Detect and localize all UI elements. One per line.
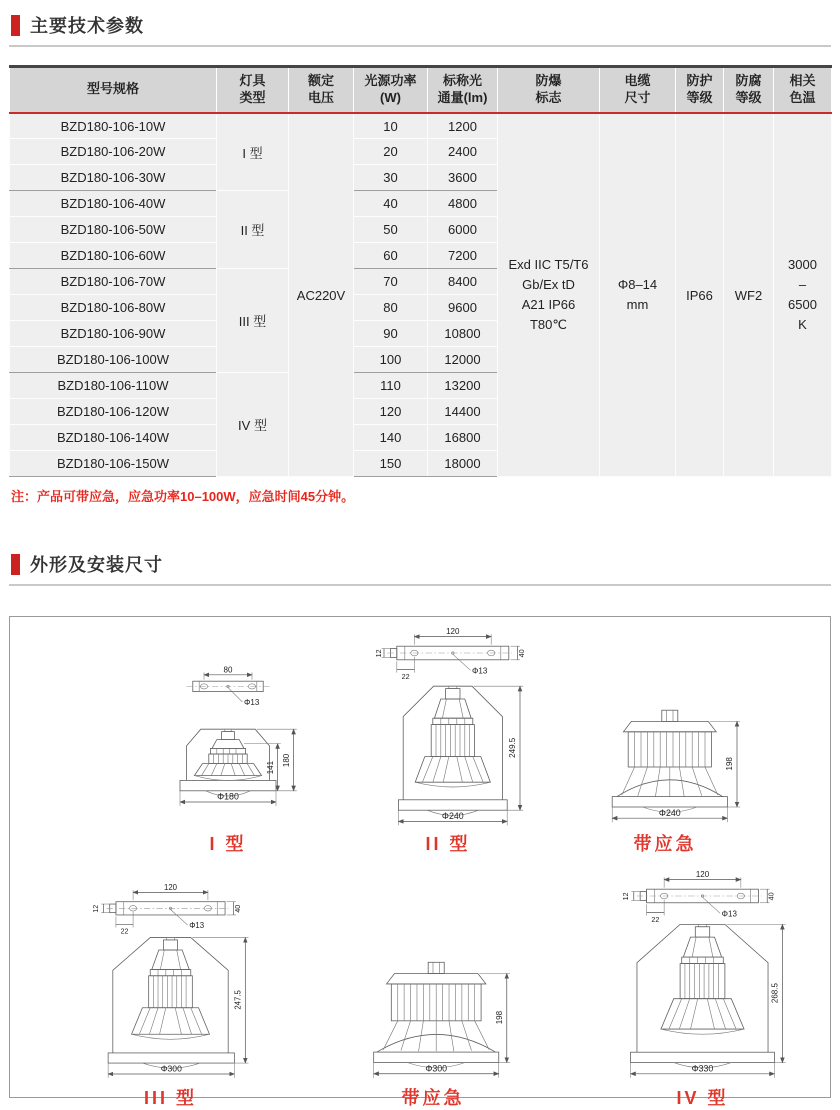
cell-type-group: II 型 (217, 191, 289, 269)
cell-explosion-mark: Exd IIC T5/T6 Gb/Ex tD A21 IP66 T80℃ (498, 113, 600, 477)
section2-title: 外形及安装尺寸 (30, 555, 163, 576)
figure-label: 带应急 (401, 1088, 465, 1109)
cell-power: 140 (354, 425, 428, 451)
section-accent-bar (11, 15, 20, 36)
figure-label: IV 型 (676, 1088, 729, 1109)
cell-model: BZD180-106-120W (10, 399, 217, 425)
dim-bracket-tab: 12 (621, 892, 631, 901)
cell-lumens: 7200 (428, 243, 498, 269)
dim-hole-diameter: Φ13 (244, 698, 260, 708)
cell-corrosion: WF2 (724, 113, 774, 477)
dim-bracket-length: 120 (695, 870, 710, 880)
cell-lumens: 13200 (428, 373, 498, 399)
lamp-body (374, 963, 499, 1068)
dim-bracket-length: 80 (223, 665, 233, 675)
section1-title: 主要技术参数 (30, 16, 144, 36)
cell-model: BZD180-106-70W (10, 269, 217, 295)
lamp-body (108, 938, 234, 1069)
cell-power: 100 (354, 347, 428, 373)
cell-lumens: 8400 (428, 269, 498, 295)
table-note: 注：产品可带应急，应急功率10–100W，应急时间45分钟。 (11, 489, 355, 505)
mounting-bracket (621, 870, 775, 924)
col-header-lumens: 标称光 通量(lm) (428, 67, 498, 113)
dim-height-inner: 141 (265, 761, 275, 775)
drawing-type-3 (80, 883, 261, 1081)
dim-height: 268.5 (770, 983, 780, 1004)
lamp-body (180, 729, 276, 796)
cell-voltage: AC220V (289, 113, 354, 477)
table-row (10, 113, 832, 139)
cell-power: 60 (354, 243, 428, 269)
cell-power: 20 (354, 139, 428, 165)
cell-model: BZD180-106-40W (10, 191, 217, 217)
figure-label: I 型 (209, 834, 247, 855)
drawing-type-2 (363, 627, 533, 827)
dimension-annotations (180, 729, 297, 806)
col-header-color-temp: 相关 色温 (774, 67, 832, 113)
drawing-type-1 (140, 665, 316, 827)
dimension-annotations (374, 974, 510, 1078)
col-header-voltage: 额定 电压 (289, 67, 354, 113)
drawing-emergency-300 (340, 943, 526, 1081)
figure-label: III 型 (143, 1088, 197, 1109)
drawings-row-1 (10, 617, 830, 856)
cell-protection: IP66 (676, 113, 724, 477)
col-header-corrosion: 防腐 等级 (724, 67, 774, 113)
cell-model: BZD180-106-80W (10, 295, 217, 321)
lamp-body (398, 686, 507, 815)
section-accent-bar (11, 554, 20, 575)
dim-diameter: Φ300 (160, 1063, 182, 1074)
dim-bracket-length: 120 (164, 883, 177, 893)
section1-header (9, 12, 831, 47)
mounting-bracket (374, 627, 526, 681)
dim-height: 249.5 (508, 738, 518, 759)
mounting-bracket (186, 666, 269, 708)
cell-power: 70 (354, 269, 428, 295)
cell-model: BZD180-106-150W (10, 451, 217, 477)
dim-diameter: Φ240 (658, 808, 681, 819)
dim-bracket-offset: 22 (401, 672, 410, 682)
cell-type-group: IV 型 (217, 373, 289, 477)
figure-type-4 (605, 870, 800, 1110)
dim-diameter: Φ330 (691, 1063, 714, 1074)
cell-lumens: 6000 (428, 217, 498, 243)
cell-power: 150 (354, 451, 428, 477)
dim-bracket-width: 40 (766, 892, 776, 901)
cell-power: 10 (354, 113, 428, 139)
dim-bracket-length: 120 (446, 627, 460, 637)
cell-power: 50 (354, 217, 428, 243)
cell-lumens: 12000 (428, 347, 498, 373)
cell-model: BZD180-106-20W (10, 139, 217, 165)
dim-hole-diameter: Φ13 (721, 909, 737, 919)
figure-type-1 (140, 665, 316, 856)
cell-lumens: 16800 (428, 425, 498, 451)
cell-lumens: 9600 (428, 295, 498, 321)
cell-lumens: 3600 (428, 165, 498, 191)
cell-lumens: 4800 (428, 191, 498, 217)
section2-header (9, 551, 831, 586)
cell-model: BZD180-106-10W (10, 113, 217, 139)
dim-height: 247.5 (233, 990, 243, 1010)
table-header-row (10, 67, 832, 113)
cell-model: BZD180-106-100W (10, 347, 217, 373)
dim-height-outer: 180 (281, 754, 291, 768)
mounting-bracket (93, 883, 242, 936)
cell-lumens: 10800 (428, 321, 498, 347)
col-header-cable-size: 电缆 尺寸 (600, 67, 676, 113)
dim-bracket-width: 40 (234, 905, 242, 913)
cell-power: 120 (354, 399, 428, 425)
cell-power: 90 (354, 321, 428, 347)
cell-model: BZD180-106-140W (10, 425, 217, 451)
cell-cable-size: Φ8–14 mm (600, 113, 676, 477)
dim-bracket-offset: 22 (651, 915, 660, 925)
figure-type-2 (363, 627, 533, 856)
cell-power: 40 (354, 191, 428, 217)
col-header-protection: 防护 等级 (676, 67, 724, 113)
dim-height: 198 (494, 1011, 504, 1025)
drawing-type-4 (605, 870, 800, 1081)
drawing-emergency-240 (580, 691, 750, 827)
cell-power: 110 (354, 373, 428, 399)
col-header-power: 光源功率 (W) (354, 67, 428, 113)
lamp-body (631, 925, 775, 1068)
dim-bracket-width: 40 (517, 649, 526, 658)
dim-bracket-tab: 12 (373, 649, 383, 658)
cell-power: 80 (354, 295, 428, 321)
figure-emergency-300 (340, 943, 526, 1110)
cell-lumens: 14400 (428, 399, 498, 425)
col-header-explosion-mark: 防爆 标志 (498, 67, 600, 113)
col-header-model: 型号规格 (10, 67, 217, 113)
cell-power: 30 (354, 165, 428, 191)
drawings-row-2 (10, 856, 830, 1110)
cell-lumens: 18000 (428, 451, 498, 477)
col-header-type: 灯具 类型 (217, 67, 289, 113)
figure-label: II 型 (425, 834, 471, 855)
cell-lumens: 2400 (428, 139, 498, 165)
lamp-body (612, 710, 727, 812)
dim-diameter: Φ180 (217, 791, 239, 802)
dim-bracket-tab: 12 (93, 905, 101, 913)
cell-model: BZD180-106-30W (10, 165, 217, 191)
drawings-panel (9, 616, 831, 1109)
figure-type-3 (80, 883, 261, 1110)
dim-height: 198 (725, 757, 735, 771)
cell-lumens: 1200 (428, 113, 498, 139)
cell-type-group: I 型 (217, 113, 289, 191)
figure-label: 带应急 (633, 834, 697, 855)
dim-diameter: Φ300 (425, 1063, 448, 1074)
spec-table (9, 65, 832, 477)
cell-color-temp: 3000 – 6500 K (774, 113, 832, 477)
cell-model: BZD180-106-60W (10, 243, 217, 269)
dim-bracket-offset: 22 (120, 928, 129, 936)
figure-emergency-240 (580, 691, 750, 856)
cell-model: BZD180-106-110W (10, 373, 217, 399)
dim-hole-diameter: Φ13 (189, 921, 205, 931)
cell-type-group: III 型 (217, 269, 289, 373)
dim-hole-diameter: Φ13 (472, 666, 488, 676)
dim-diameter: Φ240 (441, 811, 464, 822)
cell-model: BZD180-106-50W (10, 217, 217, 243)
cell-model: BZD180-106-90W (10, 321, 217, 347)
